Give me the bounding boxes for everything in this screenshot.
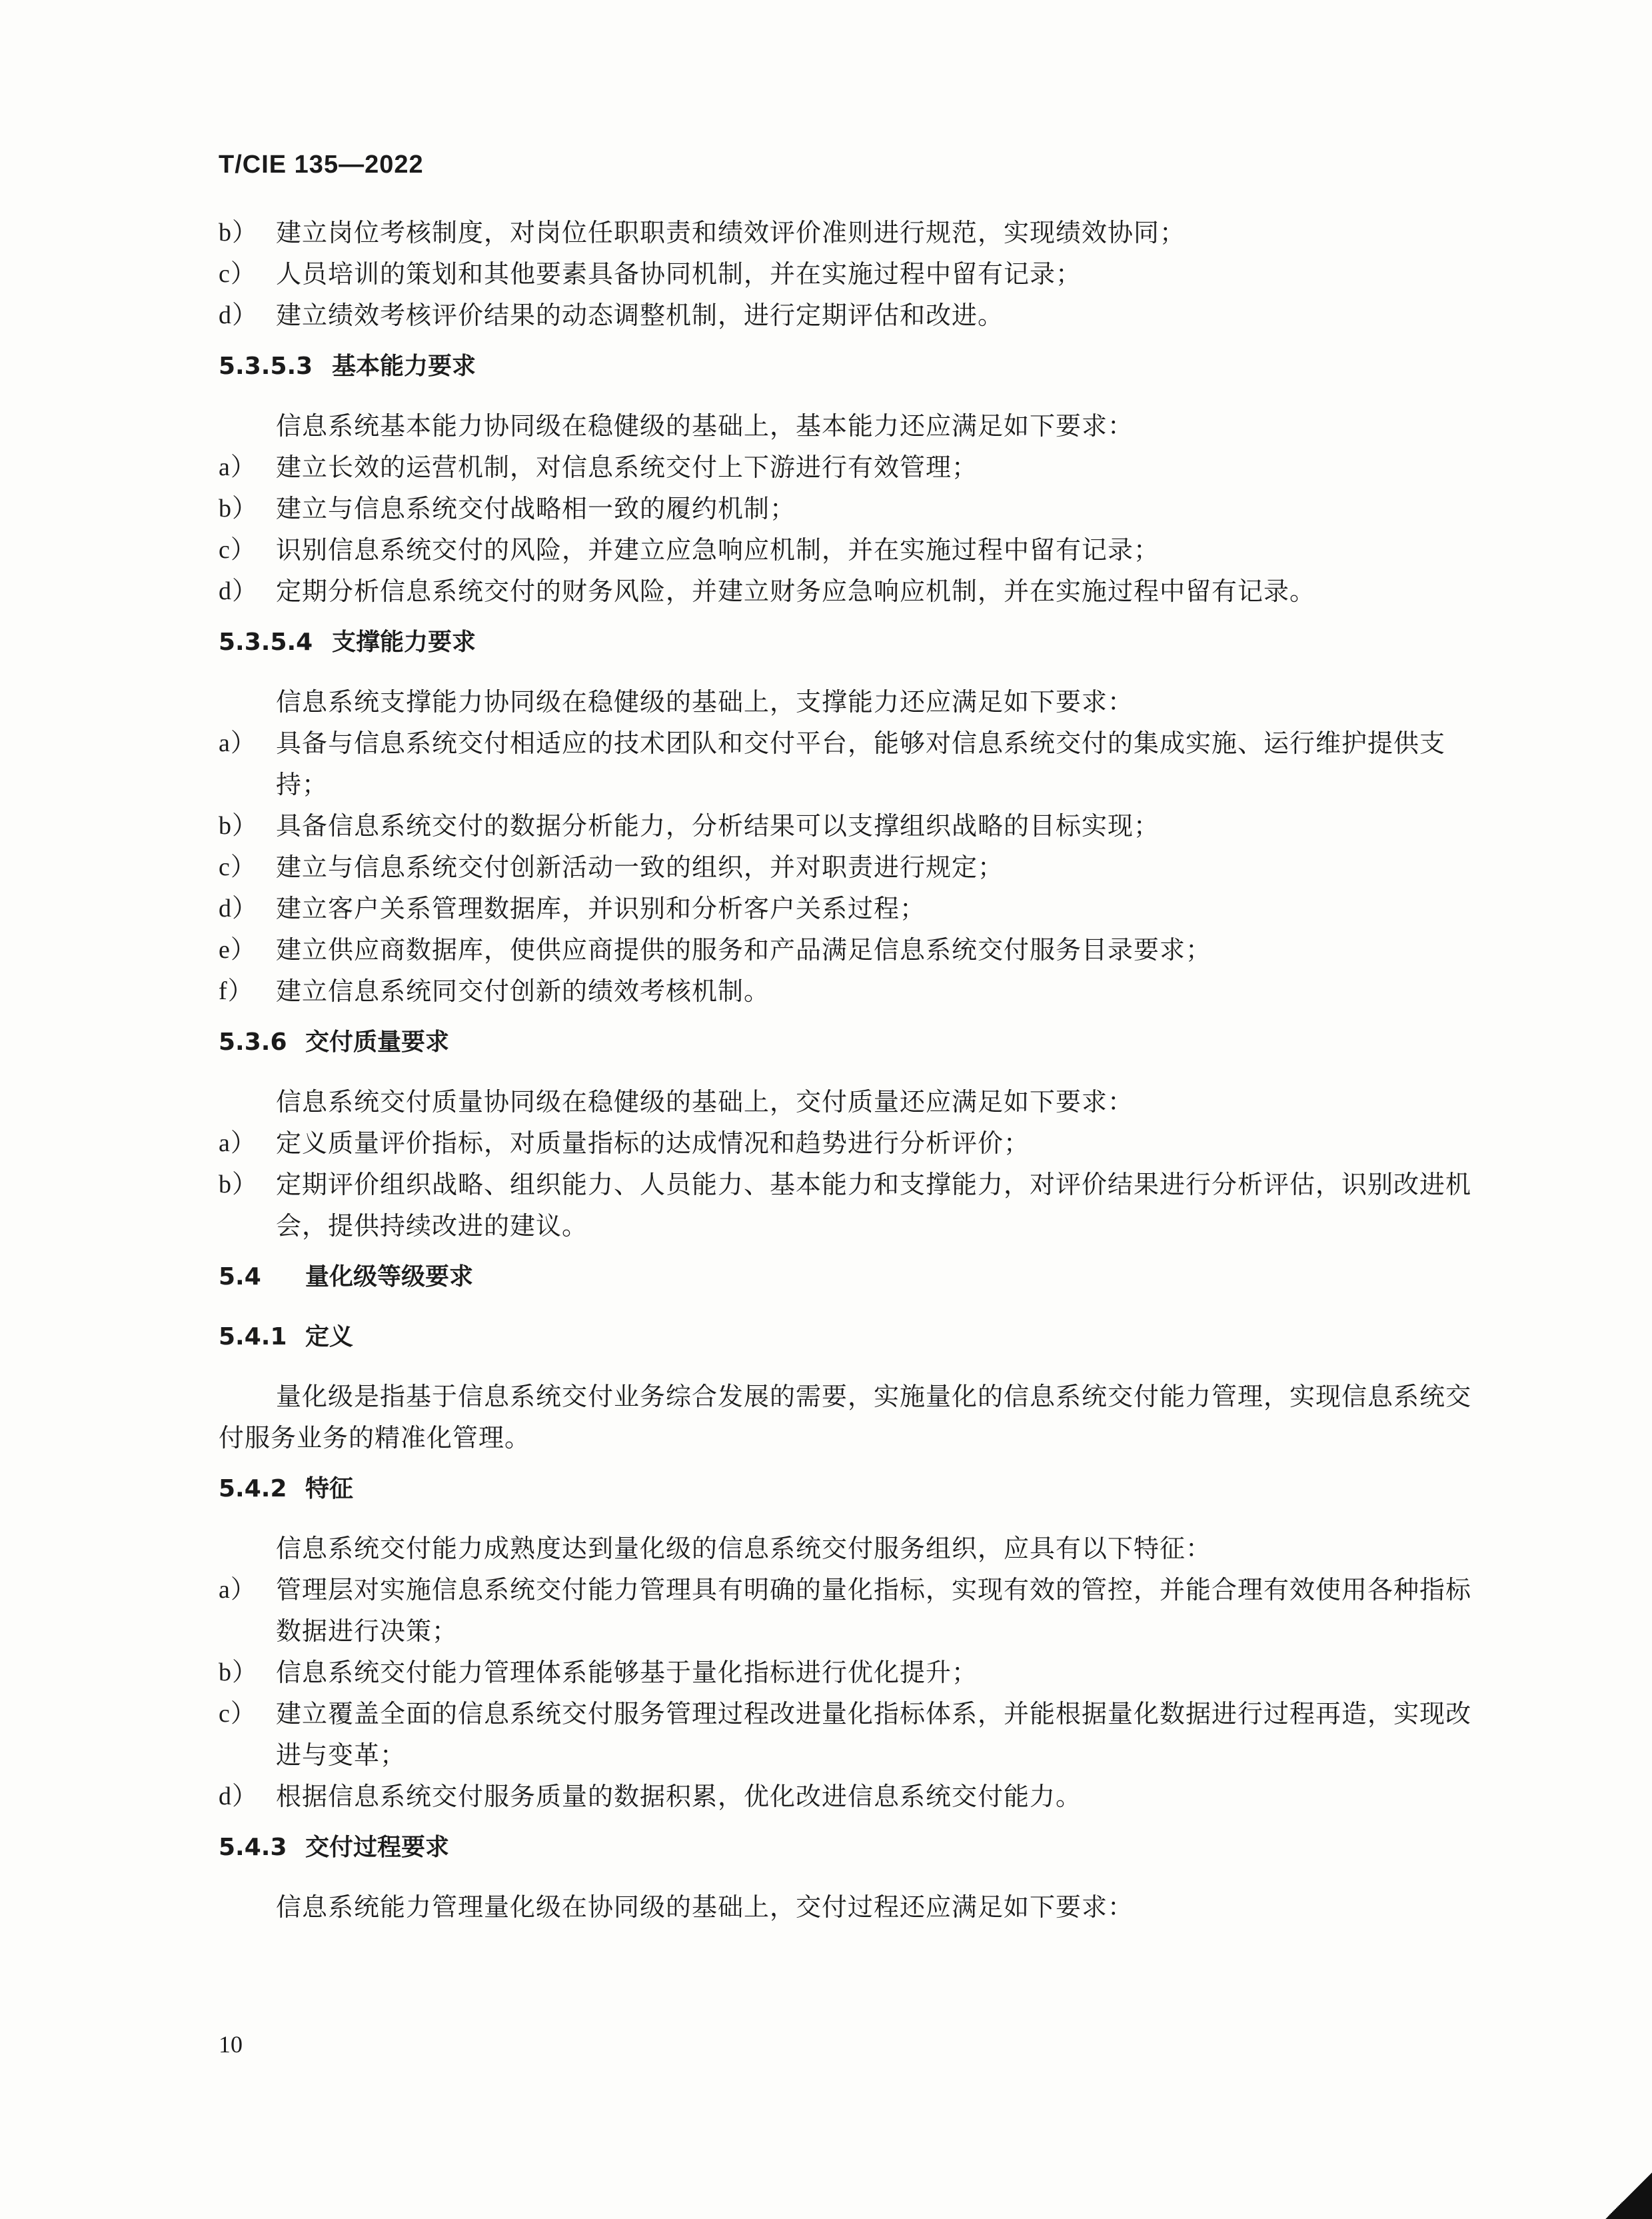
section-title: 交付质量要求	[305, 1029, 450, 1056]
list-item	[219, 888, 1471, 929]
list-item	[219, 253, 1471, 295]
list-item	[219, 571, 1471, 612]
section-heading	[219, 1826, 1471, 1869]
list-marker: a）	[219, 729, 257, 757]
list-marker: b）	[219, 1658, 259, 1686]
list-item-text: 建立信息系统同交付创新的绩效考核机制。	[276, 977, 770, 1006]
list-item-text: 定期评价组织战略、组织能力、人员能力、基本能力和支撑能力，对评价结果进行分析评估，识别改进机会，提供持续改进的建议。	[276, 1170, 1472, 1240]
page-number: 10	[219, 2031, 243, 2058]
scan-corner-mark	[1605, 2172, 1652, 2219]
section-number: 5.3.5.4	[219, 629, 313, 656]
list-marker: a）	[219, 1129, 257, 1157]
paragraph: 信息系统交付能力成熟度达到量化级的信息系统交付服务组织，应具有以下特征：	[276, 1534, 1212, 1563]
section-title: 定义	[305, 1323, 354, 1350]
section-heading	[219, 1316, 1471, 1358]
list-item	[219, 295, 1471, 336]
document-body	[219, 212, 1471, 1928]
list-item-text: 建立覆盖全面的信息系统交付服务管理过程改进量化指标体系，并能根据量化数据进行过程再造，实现改进与变革；	[276, 1699, 1472, 1770]
list-marker: b）	[219, 219, 259, 247]
list-item-text: 人员培训的策划和其他要素具备协同机制，并在实施过程中留有记录；	[276, 259, 1082, 289]
section-number: 5.4.2	[219, 1475, 287, 1502]
list-marker: d）	[219, 301, 259, 329]
list-item	[219, 723, 1471, 805]
list-item	[219, 1693, 1471, 1776]
list-item	[219, 212, 1471, 253]
list-marker: c）	[219, 1700, 257, 1728]
list-marker: d）	[219, 577, 259, 605]
list-item	[219, 1652, 1471, 1693]
list-item	[219, 1776, 1471, 1817]
list-item	[219, 529, 1471, 571]
section-heading	[219, 1256, 1471, 1298]
list-marker: b）	[219, 812, 259, 840]
list-item-text: 信息系统交付能力管理体系能够基于量化指标进行优化提升；	[276, 1658, 978, 1687]
list-marker: c）	[219, 853, 257, 881]
section-number: 5.4.3	[219, 1834, 287, 1861]
list-marker: d）	[219, 895, 259, 923]
list-item-text: 建立客户关系管理数据库，并识别和分析客户关系过程；	[276, 894, 926, 923]
list-item	[219, 929, 1471, 971]
section-number: 5.3.6	[219, 1029, 287, 1056]
section-number: 5.4	[219, 1263, 261, 1290]
list-item	[219, 488, 1471, 529]
list-item-text: 建立岗位考核制度，对岗位任职职责和绩效评价准则进行规范，实现绩效协同；	[276, 218, 1186, 247]
section-heading	[219, 345, 1471, 388]
section-title: 量化级等级要求	[305, 1263, 474, 1290]
list-item	[219, 971, 1471, 1012]
list-item-text: 建立与信息系统交付创新活动一致的组织，并对职责进行规定；	[276, 853, 1004, 882]
list-marker: f）	[219, 977, 254, 1005]
section-number: 5.4.1	[219, 1323, 287, 1350]
paragraph: 信息系统交付质量协同级在稳健级的基础上，交付质量还应满足如下要求：	[276, 1087, 1134, 1116]
list-item-text: 具备与信息系统交付相适应的技术团队和交付平台，能够对信息系统交付的集成实施、运行维护提供支持；	[276, 729, 1446, 799]
list-item-text: 建立供应商数据库，使供应商提供的服务和产品满足信息系统交付服务目录要求；	[276, 935, 1212, 965]
list-marker: a）	[219, 453, 257, 481]
section-title: 交付过程要求	[305, 1834, 450, 1861]
section-heading	[219, 1021, 1471, 1064]
list-item-text: 识别信息系统交付的风险，并建立应急响应机制，并在实施过程中留有记录；	[276, 535, 1160, 565]
list-item-text: 建立与信息系统交付战略相一致的履约机制；	[276, 494, 796, 523]
list-marker: b）	[219, 1170, 259, 1198]
paragraph: 信息系统能力管理量化级在协同级的基础上，交付过程还应满足如下要求：	[276, 1892, 1134, 1922]
list-marker: c）	[219, 536, 257, 564]
list-marker: a）	[219, 1576, 257, 1604]
list-item-text: 管理层对实施信息系统交付能力管理具有明确的量化指标，实现有效的管控，并能合理有效使用各种指标数据进行决策；	[276, 1575, 1472, 1646]
list-marker: e）	[219, 936, 257, 964]
paragraph: 信息系统基本能力协同级在稳健级的基础上，基本能力还应满足如下要求：	[276, 411, 1134, 441]
paragraph: 量化级是指基于信息系统交付业务综合发展的需要，实施量化的信息系统交付能力管理，实现信息系统交付服务业务的精准化管理。	[219, 1382, 1472, 1452]
list-item-text: 定期分析信息系统交付的财务风险，并建立财务应急响应机制，并在实施过程中留有记录。	[276, 577, 1316, 606]
section-number: 5.3.5.3	[219, 353, 313, 380]
paragraph: 信息系统支撑能力协同级在稳健级的基础上，支撑能力还应满足如下要求：	[276, 687, 1134, 717]
section-title: 基本能力要求	[332, 353, 476, 380]
list-item	[219, 805, 1471, 847]
list-item	[219, 1164, 1471, 1246]
list-marker: d）	[219, 1782, 259, 1810]
section-title: 特征	[305, 1475, 354, 1502]
section-title: 支撑能力要求	[332, 629, 476, 656]
list-item	[219, 1569, 1471, 1652]
list-item	[219, 447, 1471, 488]
document-code-header: T/CIE 135—2022	[219, 151, 424, 179]
list-marker: b）	[219, 495, 259, 523]
list-item-text: 具备信息系统交付的数据分析能力，分析结果可以支撑组织战略的目标实现；	[276, 811, 1160, 841]
list-marker: c）	[219, 260, 257, 288]
section-heading	[219, 1468, 1471, 1510]
list-item-text: 建立长效的运营机制，对信息系统交付上下游进行有效管理；	[276, 453, 978, 482]
list-item-text: 根据信息系统交付服务质量的数据积累，优化改进信息系统交付能力。	[276, 1782, 1082, 1811]
list-item-text: 建立绩效考核评价结果的动态调整机制，进行定期评估和改进。	[276, 301, 1004, 330]
list-item-text: 定义质量评价指标，对质量指标的达成情况和趋势进行分析评价；	[276, 1128, 1030, 1158]
list-item	[219, 847, 1471, 888]
list-item	[219, 1122, 1471, 1164]
section-heading	[219, 621, 1471, 664]
